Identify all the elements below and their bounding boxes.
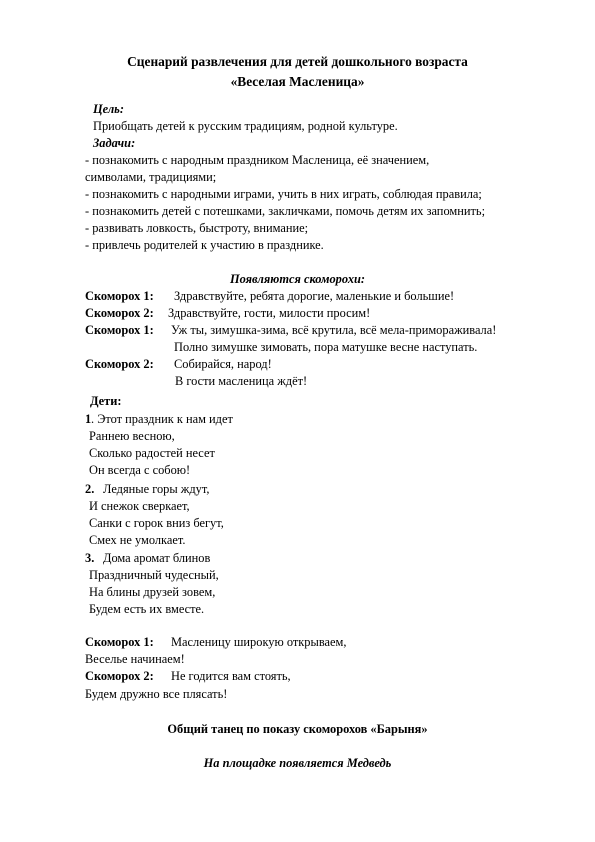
speaker-line: Полно зимушке зимовать, пора матушке весне наступать. [174, 340, 478, 354]
task-item: символами, традициями; [85, 170, 217, 184]
title-line-1: Сценарий развлечения для детей дошкольного возраста [127, 54, 468, 69]
speaker-line: Не годится вам стоять, [171, 669, 291, 683]
speaker-line: Уж ты, зимушка-зима, всё крутила, всё мела-примораживала! [171, 323, 497, 337]
verse-line: Ледяные горы ждут, [103, 482, 210, 496]
verse-line: Санки с горок вниз бегут, [89, 516, 224, 530]
tasks-heading: Задачи: [93, 136, 136, 150]
speaker-label: Скоморох 1: [85, 635, 154, 649]
task-item: - познакомить с народным праздником Масленица, её значением, [85, 153, 430, 167]
speaker-label: Скоморох 1: [85, 289, 154, 303]
task-item: - привлечь родителей к участию в празднике. [85, 238, 324, 252]
goal-text: Приобщать детей к русским традициям, родной культуре. [93, 119, 398, 133]
speaker-line: В гости масленица ждёт! [175, 374, 308, 388]
speaker-line: Здравствуйте, гости, милости просим! [168, 306, 371, 320]
speaker-line: Будем дружно все плясать! [85, 687, 228, 701]
verse-line: Он всегда с собою! [89, 463, 191, 477]
verse-line: Будем есть их вместе. [89, 602, 205, 616]
children-heading: Дети: [90, 394, 122, 408]
verse-line: На блины друзей зовем, [89, 585, 216, 599]
verse-line: . Этот праздник к нам идет [91, 412, 233, 426]
speaker-line: Здравствуйте, ребята дорогие, маленькие и большие! [174, 289, 455, 303]
verse-line: Смех не умолкает. [89, 533, 186, 547]
verse-number: 2. [85, 482, 95, 496]
goal-heading: Цель: [93, 102, 124, 116]
speaker-label: Скоморох 1: [85, 323, 154, 337]
task-item: - познакомить с народными играми, учить в них играть, соблюдая правила; [85, 187, 482, 201]
verse-number: 1 [85, 412, 92, 426]
task-item: - развивать ловкость, быстроту, внимание; [85, 221, 309, 235]
scene1-heading: Появляются скоморохи: [229, 272, 366, 286]
speaker-label: Скоморох 2: [85, 357, 154, 371]
speaker-label: Скоморох 2: [85, 669, 154, 683]
verse-line: Дома аромат блинов [103, 551, 211, 565]
speaker-line: Собирайся, народ! [174, 357, 272, 371]
bear-direction: На площадке появляется Медведь [203, 756, 392, 770]
verse-line: И снежок сверкает, [89, 499, 190, 513]
speaker-label: Скоморох 2: [85, 306, 154, 320]
verse-line: Раннею весною, [89, 429, 175, 443]
verse-number: 3. [85, 551, 95, 565]
speaker-line: Веселье начинаем! [85, 652, 185, 666]
speaker-line: Масленицу широкую открываем, [171, 635, 347, 649]
dance-direction: Общий танец по показу скоморохов «Барыня» [167, 722, 428, 736]
verse-line: Праздничный чудесный, [89, 568, 219, 582]
task-item: - познакомить детей с потешками, закличками, помочь детям их запомнить; [85, 204, 486, 218]
verse-line: Сколько радостей несет [89, 446, 215, 460]
title-line-2: «Веселая Масленица» [230, 74, 365, 89]
